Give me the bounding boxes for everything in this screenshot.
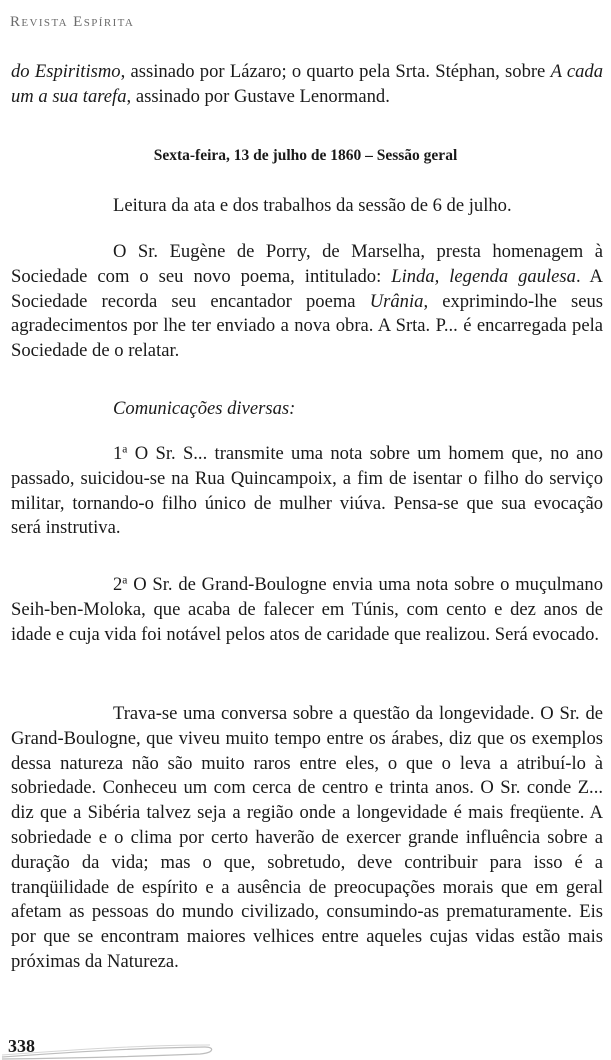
work-title-espiritismo: do Espiritismo bbox=[11, 61, 121, 82]
porry-text-3: , exprimindo-lhe seus agradecimentos por lhe ter enviado a nova obra. A Srta. P... é encarregada pela Sociedade de o relatar. bbox=[11, 290, 603, 362]
paragraph-intro bbox=[11, 60, 603, 110]
poem-title-urania: Urânia bbox=[369, 290, 424, 312]
porry-text-2: . A Sociedade recorda seu encantador poema bbox=[11, 265, 603, 312]
session-heading: Sexta-feira, 13 de julho de 1860 – Sessão geral bbox=[153, 147, 458, 164]
running-head: Revista Espírita bbox=[10, 14, 135, 30]
paragraph-item-1 bbox=[11, 442, 603, 541]
paragraph-porry bbox=[11, 240, 603, 364]
intro-text-1: , assinado por Lázaro; o quarto pela Srta. Stéphan, sobre bbox=[120, 61, 551, 82]
paragraph-longevity: Trava-se uma conversa sobre a questão da longevidade. O Sr. de Grand-Boulogne, que viveu muito tempo entre os árabes, diz que os exemplos dessa natureza não são muito raros entre eles, o que o leva a atribuí-lo à sobriedade. Conheceu um com cerca de centro e trinta anos. O Sr. conde Z... diz que a Sibéria talvez seja a região onde a longevidade é mais freqüente. A sobriedade e o clima por certo haverão de exercer grande influência sobre a duração da vida; mas o que, sobretudo, deve contribuir para isso é a tranqüilidade de espírito e a ausência de preocupações morais que em geral afetam as pessoas do mundo civilizado, consumindo-as prematuramente. Eis por que se encontram maiores velhices entre aqueles cujas vidas estão mais próximas da Natureza. bbox=[11, 703, 603, 972]
communications-heading bbox=[11, 397, 603, 422]
intro-text-2: , assinado por Gustave Lenormand. bbox=[126, 85, 390, 107]
item-1-text: O Sr. S... transmite uma nota sobre um homem que, no ano passado, suicidou-se na Rua Quincampoix, a fim de isentar o filho do serviço militar, tornando-o filho único de mulher viúva. Pensa-se que sua evocação será instrutiva. bbox=[11, 443, 603, 539]
page-number: 338 bbox=[8, 1036, 35, 1056]
paragraph-item-2 bbox=[11, 573, 603, 647]
item-2-ordinal: a bbox=[122, 574, 128, 587]
poem-title-linda: Linda, legenda gaulesa bbox=[391, 265, 576, 287]
item-2-text: O Sr. de Grand-Boulogne envia uma nota sobre o muçulmano Seih-ben-Moloka, que acaba de falecer em Túnis, com cento e dez anos de idade e cuja vida foi notável pelos atos de caridade que realizou. Será evocado. bbox=[11, 574, 603, 645]
item-1-number: 1 bbox=[113, 443, 123, 464]
communications-heading-text: Comunicações diversas: bbox=[113, 398, 296, 419]
porry-text-1: O Sr. Eugène de Porry, de Marselha, presta homenagem à Sociedade com o seu novo poema, intitulado: bbox=[11, 241, 603, 287]
work-title-tarefa: A cada um a sua tarefa bbox=[11, 61, 603, 107]
paragraph-reading: Leitura da ata e dos trabalhos da sessão de 6 de julho. bbox=[113, 195, 512, 216]
item-1-ordinal: a bbox=[122, 443, 128, 456]
item-2-number: 2 bbox=[113, 574, 123, 595]
